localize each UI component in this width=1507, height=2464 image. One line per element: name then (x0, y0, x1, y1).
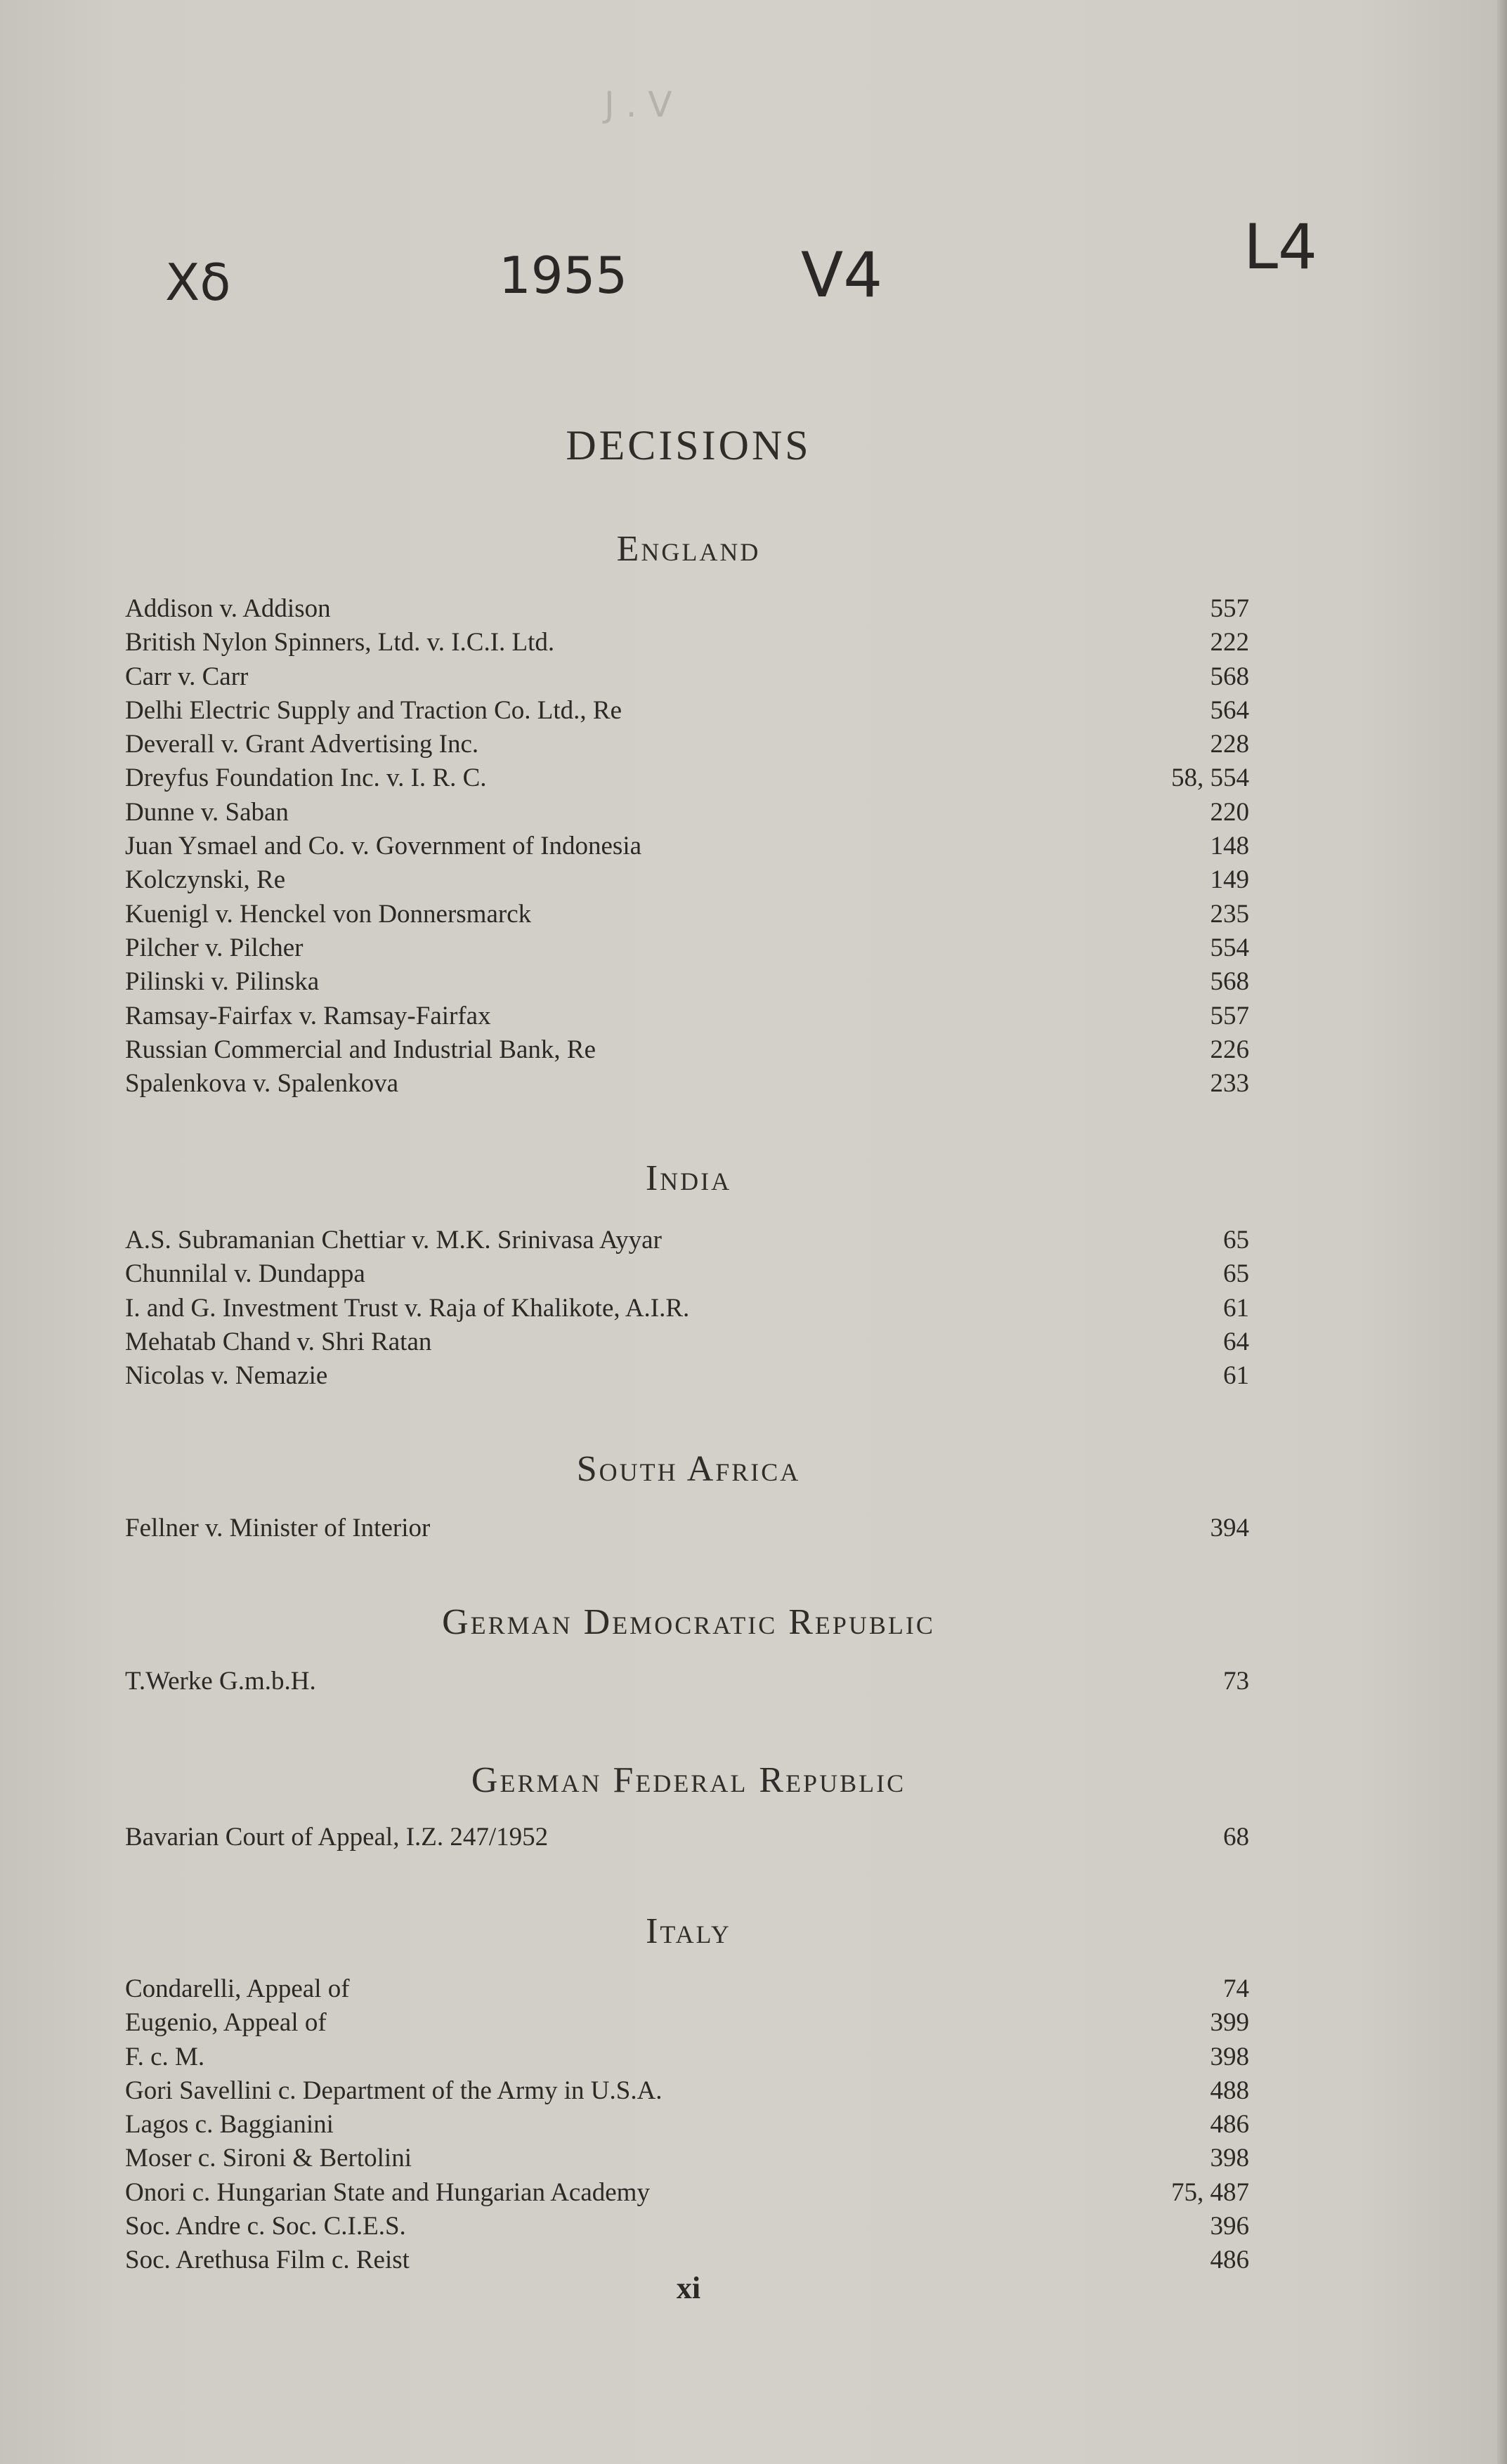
case-page-number: 486 (1210, 2246, 1249, 2275)
faint-handwriting: J . V (604, 84, 672, 125)
case-page-number: 398 (1210, 2144, 1249, 2173)
case-page-number: 564 (1210, 695, 1249, 725)
handwritten-note-3: V4 (801, 239, 883, 311)
case-name: Deverall v. Grant Advertising Inc. (125, 730, 479, 759)
case-row (125, 2108, 1249, 2142)
case-row (125, 728, 1249, 761)
case-name: Eugenio, Appeal of (125, 2008, 327, 2038)
case-page-number: 149 (1210, 865, 1249, 895)
case-page-number: 486 (1210, 2110, 1249, 2139)
case-name: Onori c. Hungarian State and Hungarian Academy (125, 2177, 650, 2207)
case-page-number: 64 (1223, 1327, 1249, 1356)
case-page-number: 61 (1223, 1293, 1249, 1323)
case-row (125, 1292, 1249, 1325)
case-row (125, 2176, 1249, 2210)
case-row (125, 592, 1249, 626)
case-row (125, 1224, 1249, 1257)
section-heading-italy: Italy (646, 1911, 731, 1951)
case-name: Fellner v. Minister of Interior (125, 1514, 431, 1542)
section-heading-india: India (645, 1158, 732, 1198)
handwritten-note-2: 1955 (499, 246, 628, 305)
case-page-number: 75, 487 (1171, 2177, 1249, 2207)
case-list-england (125, 592, 1249, 1101)
case-page-number: 235 (1210, 899, 1249, 929)
case-row (125, 1067, 1249, 1101)
case-name: Mehatab Chand v. Shri Ratan (125, 1327, 432, 1356)
case-row (125, 898, 1249, 931)
case-name: Delhi Electric Supply and Traction Co. Ltd., Re (125, 695, 622, 725)
section-heading-german-federal-republic: German Federal Republic (471, 1760, 906, 1800)
case-name: Ramsay-Fairfax v. Ramsay-Fairfax (125, 1001, 491, 1030)
case-list-italy (125, 1972, 1249, 2278)
case-name: Pilcher v. Pilcher (125, 933, 304, 962)
case-name: T.Werke G.m.b.H. (125, 1667, 316, 1696)
case-name: Kuenigl v. Henckel von Donnersmarck (125, 899, 532, 929)
case-row (125, 1033, 1249, 1067)
case-list-german-federal-republic (125, 1821, 1249, 1854)
page-title: DECISIONS (566, 422, 811, 468)
case-row (125, 1257, 1249, 1291)
case-row (125, 2074, 1249, 2108)
case-name: Dreyfus Foundation Inc. v. I. R. C. (125, 764, 487, 793)
section-heading-south-africa: South Africa (576, 1449, 801, 1489)
case-page-number: 65 (1223, 1226, 1249, 1254)
case-page-number: 568 (1210, 662, 1249, 691)
case-row (125, 1359, 1249, 1393)
case-list-german-democratic-republic (125, 1665, 1249, 1698)
case-name: Pilinski v. Pilinska (125, 967, 320, 997)
case-row (125, 931, 1249, 965)
case-list-india (125, 1224, 1249, 1393)
case-name: Carr v. Carr (125, 662, 249, 691)
case-page-number: 396 (1210, 2212, 1249, 2241)
case-name: Lagos c. Baggianini (125, 2110, 334, 2139)
page-edge (1497, 0, 1507, 2464)
case-page-number: 557 (1210, 594, 1249, 623)
case-page-number: 73 (1223, 1667, 1249, 1696)
case-row (125, 863, 1249, 897)
case-name: Bavarian Court of Appeal, I.Z. 247/1952 (125, 1823, 549, 1852)
case-name: A.S. Subramanian Chettiar v. M.K. Srinivasa Ayyar (125, 1226, 662, 1254)
case-row (125, 2210, 1249, 2243)
case-name: Moser c. Sironi & Bertolini (125, 2144, 412, 2173)
case-page-number: 233 (1210, 1069, 1249, 1099)
case-row (125, 2040, 1249, 2074)
case-name: Soc. Andre c. Soc. C.I.E.S. (125, 2212, 406, 2241)
case-page-number: 398 (1210, 2042, 1249, 2071)
case-name: British Nylon Spinners, Ltd. v. I.C.I. Ltd. (125, 628, 555, 657)
case-page-number: 399 (1210, 2008, 1249, 2038)
case-name: Kolczynski, Re (125, 865, 286, 895)
case-row (125, 2006, 1249, 2040)
case-page-number: 220 (1210, 797, 1249, 827)
case-row (125, 1665, 1249, 1698)
case-page-number: 74 (1223, 1974, 1249, 2003)
case-row (125, 694, 1249, 728)
case-row (125, 2142, 1249, 2175)
case-page-number: 222 (1210, 628, 1249, 657)
case-row (125, 965, 1249, 999)
section-heading-german-democratic-republic: German Democratic Republic (442, 1602, 935, 1642)
page-number: xi (676, 2271, 701, 2305)
case-page-number: 568 (1210, 967, 1249, 997)
section-heading-england: England (616, 529, 761, 569)
case-name: Nicolas v. Nemazie (125, 1361, 328, 1391)
case-row (125, 1972, 1249, 2006)
case-page-number: 226 (1210, 1035, 1249, 1064)
case-name: Addison v. Addison (125, 594, 331, 623)
case-row (125, 796, 1249, 830)
case-name: Condarelli, Appeal of (125, 1974, 350, 2003)
case-name: Juan Ysmael and Co. v. Government of Indonesia (125, 832, 642, 861)
case-name: Russian Commercial and Industrial Bank, Re (125, 1035, 596, 1064)
case-name: Spalenkova v. Spalenkova (125, 1069, 399, 1099)
case-list-south-africa (125, 1512, 1249, 1545)
case-row (125, 761, 1249, 795)
case-page-number: 61 (1223, 1361, 1249, 1391)
case-row (125, 626, 1249, 660)
case-page-number: 557 (1210, 1001, 1249, 1030)
case-page-number: 394 (1210, 1514, 1249, 1542)
case-name: I. and G. Investment Trust v. Raja of Khalikote, A.I.R. (125, 1293, 690, 1323)
case-page-number: 228 (1210, 730, 1249, 759)
case-row (125, 660, 1249, 694)
case-name: Gori Savellini c. Department of the Army in U.S.A. (125, 2076, 663, 2105)
case-page-number: 68 (1223, 1823, 1249, 1852)
case-page-number: 488 (1210, 2076, 1249, 2105)
case-page-number: 554 (1210, 933, 1249, 962)
case-page-number: 65 (1223, 1259, 1249, 1289)
case-row (125, 1821, 1249, 1854)
case-name: F. c. M. (125, 2042, 205, 2071)
handwritten-note-1: Xδ (165, 253, 231, 312)
case-name: Soc. Arethusa Film c. Reist (125, 2246, 410, 2275)
case-row (125, 830, 1249, 863)
case-name: Chunnilal v. Dundappa (125, 1259, 365, 1289)
case-row (125, 1512, 1249, 1545)
case-page-number: 148 (1210, 832, 1249, 861)
case-name: Dunne v. Saban (125, 797, 289, 827)
handwritten-note-4: L4 (1244, 211, 1318, 283)
case-row (125, 1000, 1249, 1033)
case-page-number: 58, 554 (1171, 764, 1249, 793)
case-row (125, 1325, 1249, 1359)
